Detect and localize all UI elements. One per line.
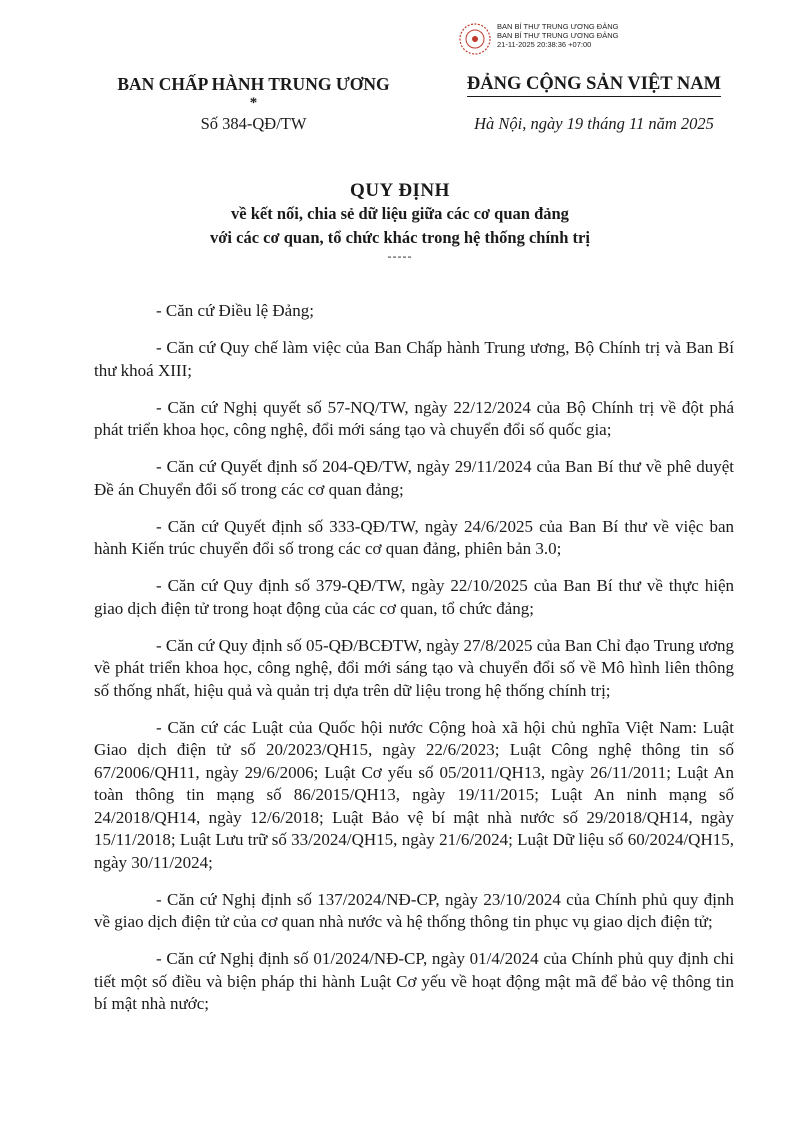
document-title-block — [60, 180, 740, 262]
stamp-text — [497, 22, 618, 49]
party-name: ĐẢNG CỘNG SẢN VIỆT NAM — [467, 74, 721, 97]
document-subtitle-line-1: về kết nối, chia sẻ dữ liệu giữa các cơ quan đảng — [231, 204, 569, 223]
title-divider: ----- — [387, 249, 413, 263]
document-title: QUY ĐỊNH — [350, 180, 450, 201]
legal-basis-paragraph: - Căn cứ Quy chế làm việc của Ban Chấp hành Trung ương, Bộ Chính trị và Ban Bí thư khoá XIII; — [94, 338, 734, 380]
star-separator: * — [249, 95, 258, 111]
document-number: Số 384-QĐ/TW — [200, 114, 307, 133]
stamp-line-3: 21-11-2025 20:38:36 +07:00 — [497, 40, 592, 49]
legal-basis-paragraph: - Căn cứ Nghị định số 01/2024/NĐ-CP, ngày 01/4/2024 của Chính phủ quy định chi tiết một số điều và biện pháp thi hành Luật Cơ yếu về hoạt động mật mã để bảo vệ thông tin bí mật nhà nước; — [94, 949, 734, 1013]
legal-basis-paragraph: - Căn cứ các Luật của Quốc hội nước Cộng hoà xã hội chủ nghĩa Việt Nam: Luật Giao dịch điện tử số 20/2023/QH15, ngày 22/6/2023; Luật Công nghệ thông tin số 67/2006/QH11, ngày 29/6/2006; Luật Cơ yếu số 05/2011/QH13, ngày 26/11/2011; Luật An toàn thông tin mạng số 86/2015/QH13, ngày 19/11/2015; Luật An ninh mạng số 24/2018/QH14, ngày 12/6/2018; Luật Bảo vệ bí mật nhà nước số 29/2018/QH14, ngày 15/11/2018; Luật Lưu trữ số 33/2024/QH15, ngày 21/6/2024; Luật Dữ liệu số 60/2024/QH15, ngày 30/11/2024; — [94, 717, 734, 872]
legal-basis-paragraph: - Căn cứ Quy định số 05-QĐ/BCĐTW, ngày 27/8/2025 của Ban Chỉ đạo Trung ương về phát triển khoa học, công nghệ, đổi mới sáng tạo và chuyển đổi số về Mô hình liên thông số thống nhất, hiệu quả và quản trị dựa trên dữ liệu trong hệ thống chính trị; — [94, 635, 734, 700]
document-subtitle-line-2: với các cơ quan, tổ chức khác trong hệ thống chính trị — [210, 228, 590, 247]
issuing-body-header — [96, 74, 411, 134]
digital-signature-stamp — [458, 22, 618, 56]
legal-basis-paragraph: - Căn cứ Nghị quyết số 57-NQ/TW, ngày 22/12/2024 của Bộ Chính trị về đột phá phát triển khoa học, công nghệ, đổi mới sáng tạo và chuyển đổi số quốc gia; — [94, 397, 734, 439]
issue-date: Hà Nội, ngày 19 tháng 11 năm 2025 — [474, 114, 714, 133]
legal-basis-paragraph: - Căn cứ Quy định số 379-QĐ/TW, ngày 22/10/2025 của Ban Bí thư về thực hiện giao dịch điện tử trong hoạt động của các cơ quan, tổ chức đảng; — [94, 576, 734, 618]
party-header — [454, 74, 734, 134]
stamp-line-2: BAN BÍ THƯ TRUNG ƯƠNG ĐẢNG — [497, 31, 619, 40]
stamp-line-1: BAN BÍ THƯ TRUNG ƯƠNG ĐẢNG — [497, 22, 619, 31]
seal-icon — [458, 22, 492, 56]
legal-basis-paragraph: - Căn cứ Quyết định số 204-QĐ/TW, ngày 29/11/2024 của Ban Bí thư về phê duyệt Đề án Chuyển đổi số trong các cơ quan đảng; — [94, 457, 734, 499]
document-body — [94, 300, 734, 1030]
legal-basis-paragraph: - Căn cứ Quyết định số 333-QĐ/TW, ngày 24/6/2025 của Ban Bí thư về việc ban hành Kiến trúc chuyển đổi số trong các cơ quan đảng, phiên bản 3.0; — [94, 516, 734, 558]
legal-basis-paragraph: - Căn cứ Nghị định số 137/2024/NĐ-CP, ngày 23/10/2024 của Chính phủ quy định về giao dịch điện tử của cơ quan nhà nước và hệ thống thông tin phục vụ giao dịch điện tử; — [94, 889, 734, 931]
legal-basis-paragraph: - Căn cứ Điều lệ Đảng; — [156, 301, 314, 320]
issuing-body-name: BAN CHẤP HÀNH TRUNG ƯƠNG — [117, 74, 390, 94]
